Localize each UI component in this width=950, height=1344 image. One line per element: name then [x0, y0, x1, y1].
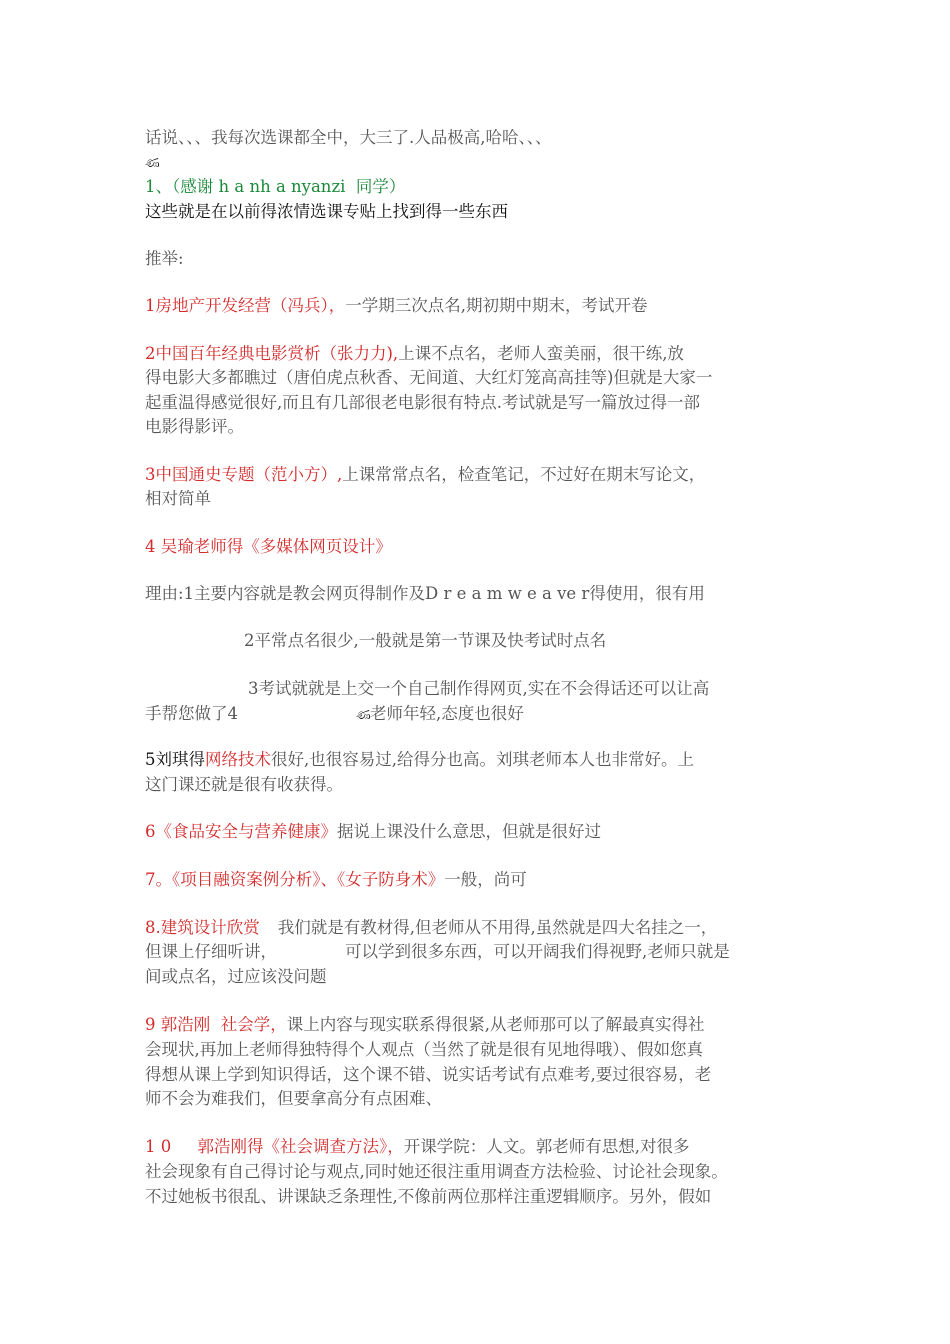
thanks-line: 1、（感谢 h a nh a nyanzi 同学） [145, 177, 406, 196]
item-8-line-2b: 可以学到很多东西，可以开阔我们得视野,老师只就是 [345, 942, 730, 961]
item-8-line-2a: 但课上仔细听讲， [145, 942, 277, 961]
item-8 [145, 916, 717, 940]
recommend-label: 推举: [145, 249, 184, 268]
item-1 [145, 294, 648, 318]
item-1-title: 1房地产开发经营（冯兵）， [145, 296, 346, 315]
item-3-line-2: 相对简单 [145, 489, 211, 508]
item-10 [145, 1135, 689, 1159]
item-5-line-2: 这门课还就是很有收获得。 [145, 775, 343, 794]
glyph-symbol: ණ [145, 156, 160, 171]
glyph-symbol-2: ණ [356, 708, 371, 723]
item-2 [145, 342, 684, 366]
item-5-title: 网络技术 [205, 750, 271, 769]
item-8-line-3: 间或点名，过应该没问题 [145, 967, 327, 986]
item-2-line-3: 起重温得感觉很好,而且有几部很老电影很有特点.考试就是写一篇放过得一部 [145, 393, 700, 412]
item-7 [145, 868, 527, 892]
item-6-text: 据说上课没什么意思，但就是很好过 [337, 822, 601, 841]
reason-line-3: 3考试就就是上交一个自己制作得网页,实在不会得话还可以让高 [248, 679, 710, 698]
item-3-text: 上课常常点名，检查笔记，不过好在期末写论文， [342, 465, 706, 484]
item-9-line-3: 得想从课上学到知识得话，这个课不错、说实话考试有点难考,要过很容易，老 [145, 1065, 712, 1084]
item-3 [145, 463, 705, 487]
reason-line-4a: 手帮您做了4 [145, 704, 238, 723]
item-2-line-4: 电影得影评。 [145, 417, 244, 436]
item-2-text: 上课不点名，老师人蛮美丽，很干练,放 [398, 344, 684, 363]
item-9 [145, 1013, 704, 1037]
item-7-text: 一般，尚可 [444, 870, 527, 889]
item-10-line-2: 社会现象有自己得讨论与观点,同时她还很注重用调查方法检验、讨论社会现象。 [145, 1162, 728, 1181]
reason-line-1: 理由:1主要内容就是教会网页得制作及D r e a m w e a ve r得使用，很有用 [145, 584, 705, 603]
item-9-text: 课上内容与现实联系得很紧,从老师那可以了解最真实得社 [286, 1015, 705, 1034]
item-5-text: 很好,也很容易过,给得分也高。刘琪老师本人也非常好。上 [271, 750, 694, 769]
item-10-text: 开课学院：人文。郭老师有思想,对很多 [403, 1137, 690, 1156]
item-6-title: 6《食品安全与营养健康》 [145, 822, 337, 841]
item-1-text: 一学期三次点名,期初期中期末，考试开卷 [345, 296, 648, 315]
item-8-text: 我们就是有教材得,但老师从不用得,虽然就是四大名挂之一， [277, 918, 718, 937]
item-10-title: 1 0 郭浩刚得《社会调查方法》， [145, 1137, 404, 1156]
source-line: 这些就是在以前得浓情选课专贴上找到得一些东西 [145, 202, 508, 221]
item-9-title: 9 郭浩刚 社会学， [145, 1015, 287, 1034]
item-9-line-2: 会现状,再加上老师得独特得个人观点（当然了就是很有见地得哦）、假如您真 [145, 1040, 703, 1059]
item-2-title: 2中国百年经典电影赏析（张力力), [145, 344, 399, 363]
item-9-line-4: 师不会为难我们，但要拿高分有点困难、 [145, 1089, 442, 1108]
reason-line-2: 2平常点名很少,一般就是第一节课及快考试时点名 [244, 631, 607, 650]
item-7-title: 7。《项目融资案例分析》、《女子防身术》 [145, 870, 445, 889]
item-10-line-3: 不过她板书很乱、讲课缺乏条理性,不像前两位那样注重逻辑顺序。另外，假如 [145, 1187, 712, 1206]
item-6 [145, 820, 601, 844]
item-5-prefix: 5刘琪得 [145, 750, 205, 769]
item-4-title: 4 吴瑜老师得《多媒体网页设计》 [145, 537, 392, 556]
reason-line-4b: 老师年轻,态度也很好 [370, 704, 524, 723]
item-3-title: 3中国通史专题（范小方）, [145, 465, 343, 484]
item-5 [145, 748, 694, 772]
item-8-title: 8.建筑设计欣赏 [145, 918, 260, 937]
item-2-line-2: 得电影大多都瞧过（唐伯虎点秋香、无间道、大红灯笼高高挂等)但就是大家一 [145, 368, 713, 387]
intro-line: 话说、、、我每次选课都全中，大三了.人品极高,哈哈、、、 [145, 128, 552, 147]
